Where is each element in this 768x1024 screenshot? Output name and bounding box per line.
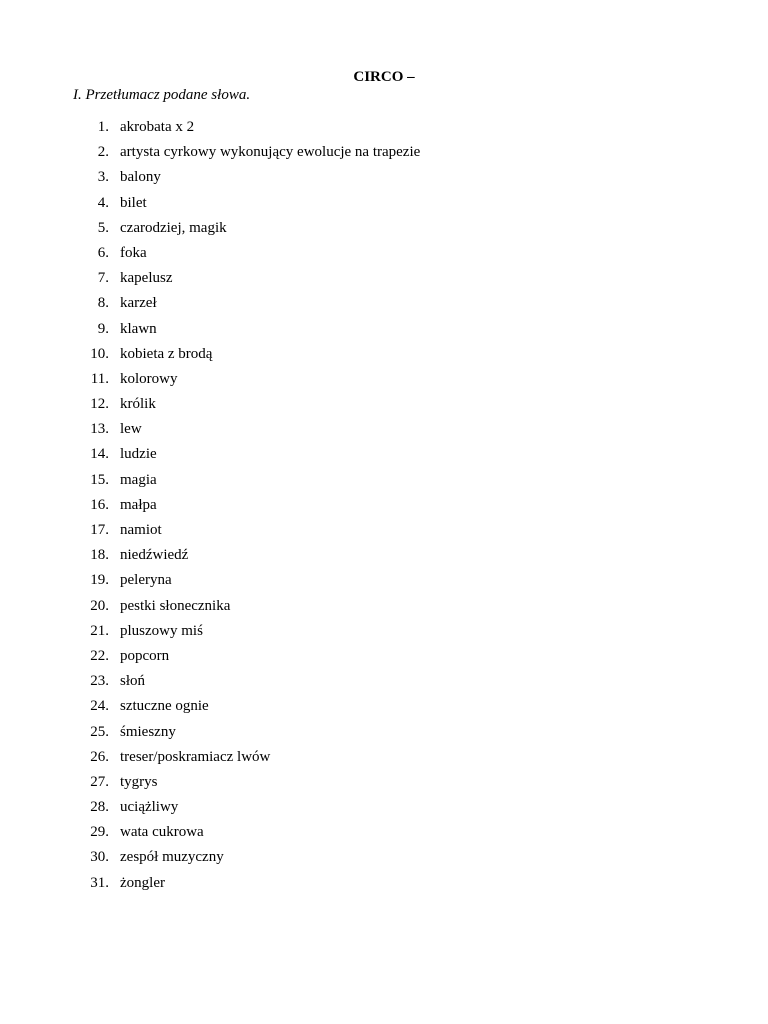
list-item-number: 21.: [90, 622, 109, 639]
list-item-number: 18.: [90, 547, 109, 564]
list-item-number: 10.: [90, 345, 109, 362]
list-item-text: klawn: [120, 320, 157, 337]
list-item-number: 25.: [90, 723, 109, 740]
list-item-text: wata cukrowa: [120, 824, 204, 841]
list-item-text: ludzie: [120, 446, 157, 463]
list-item-text: żongler: [120, 874, 165, 891]
list-item-number: 24.: [90, 698, 109, 715]
list-item-text: słoń: [120, 673, 146, 690]
list-item-text: królik: [120, 396, 156, 413]
list-item-number: 13.: [90, 421, 109, 438]
list-item-text: peleryna: [120, 572, 172, 589]
list-item-text: treser/poskramiacz lwów: [120, 748, 271, 765]
list-item-text: śmieszny: [120, 723, 176, 740]
list-item-number: 16.: [90, 496, 109, 513]
list-item-number: 20.: [90, 597, 109, 614]
list-item-text: lew: [120, 421, 142, 438]
list-item-text: kobieta z brodą: [120, 345, 213, 362]
list-item-number: 14.: [90, 446, 109, 463]
list-item-number: 31.: [90, 874, 109, 891]
list-item-number: 5.: [97, 219, 109, 236]
list-item-number: 30.: [90, 849, 109, 866]
list-item-text: akrobata x 2: [120, 119, 195, 135]
list-item-text: popcorn: [120, 647, 170, 664]
list-item-text: magia: [120, 471, 157, 488]
list-item-number: 27.: [90, 773, 109, 790]
list-item-number: 12.: [90, 396, 109, 413]
list-item-number: 3.: [97, 169, 109, 186]
list-item-number: 1.: [97, 119, 109, 135]
list-item-number: 17.: [90, 522, 109, 538]
list-item-text: artysta cyrkowy wykonujący ewolucje na trapezie: [120, 144, 421, 161]
list-item-number: 26.: [90, 748, 109, 765]
list-item-text: niedźwiedź: [120, 547, 189, 564]
list-item-number: 7.: [97, 270, 109, 287]
list-item-text: foka: [120, 244, 147, 261]
list-item-number: 6.: [97, 244, 109, 261]
list-item-number: 2.: [97, 144, 109, 161]
list-item-text: zespół muzyczny: [120, 849, 224, 866]
list-item-number: 23.: [90, 673, 109, 690]
document-title: CIRCO –: [353, 69, 415, 85]
list-item-number: 4.: [97, 194, 109, 211]
list-item-text: tygrys: [120, 773, 158, 790]
list-item-number: 9.: [97, 320, 109, 337]
list-item-text: pestki słonecznika: [120, 597, 231, 614]
list-item-text: sztuczne ognie: [120, 698, 209, 715]
list-item-number: 28.: [90, 799, 109, 816]
list-item-text: bilet: [120, 194, 147, 211]
exercise-instruction: I. Przetłumacz podane słowa.: [73, 87, 251, 103]
list-item-text: czarodziej, magik: [120, 219, 227, 236]
list-item-text: karzeł: [120, 295, 157, 312]
list-item-number: 29.: [90, 824, 109, 841]
list-item-text: balony: [120, 169, 161, 186]
list-item-number: 15.: [90, 471, 109, 488]
list-item-number: 11.: [90, 370, 109, 387]
list-item-text: namiot: [120, 522, 162, 538]
list-item-text: uciążliwy: [120, 799, 179, 816]
list-item-text: kolorowy: [120, 370, 178, 387]
list-item-text: pluszowy miś: [120, 622, 203, 639]
list-item-number: 8.: [97, 295, 109, 312]
list-item-number: 19.: [90, 572, 109, 589]
list-item-text: kapelusz: [120, 270, 173, 287]
list-item-number: 22.: [90, 647, 109, 664]
list-item-text: małpa: [120, 496, 157, 513]
